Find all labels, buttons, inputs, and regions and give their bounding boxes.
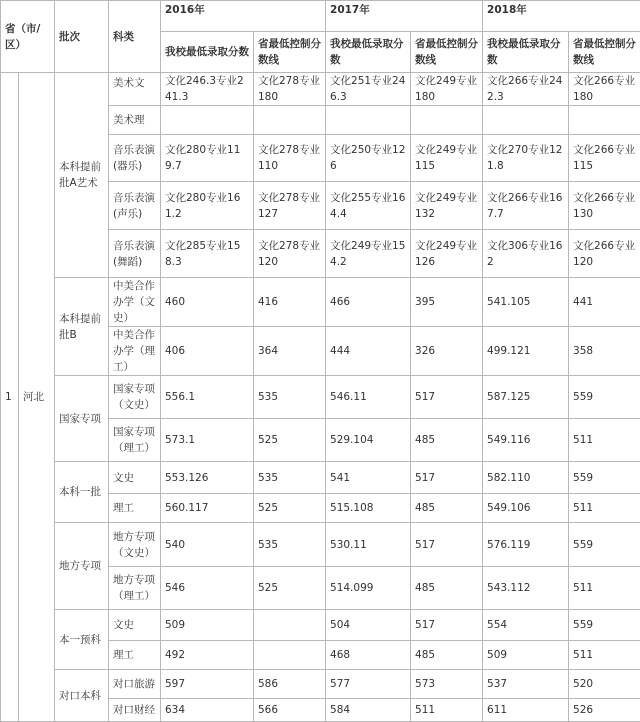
- table-row: [1, 462, 640, 494]
- score-2016-school: 文化285专业158.3: [161, 230, 254, 278]
- province-name: 河北: [19, 73, 55, 722]
- score-2017-school: 444: [326, 327, 411, 376]
- header-school-min-2016: 我校最低录取分数: [161, 32, 254, 73]
- score-2018-province: 559: [569, 610, 640, 641]
- category-cell: 美术文: [109, 73, 161, 106]
- score-2017-school: 515.108: [326, 494, 411, 523]
- batch-cell: 本一预科: [55, 610, 109, 670]
- category-cell: 美术理: [109, 106, 161, 135]
- header-prov-control-2017: 省最低控制分数线: [411, 32, 483, 73]
- score-2018-school: 541.105: [483, 278, 569, 327]
- score-2017-province: 485: [411, 641, 483, 670]
- score-2018-province: 520: [569, 670, 640, 699]
- header-batch: 批次: [55, 1, 109, 73]
- category-cell: 理工: [109, 641, 161, 670]
- score-2018-province: 559: [569, 462, 640, 494]
- score-2016-province: 535: [254, 523, 326, 567]
- score-2017-province: 文化249专业126: [411, 230, 483, 278]
- score-2017-province: 517: [411, 376, 483, 419]
- score-2018-school: 587.125: [483, 376, 569, 419]
- batch-cell: 国家专项: [55, 376, 109, 462]
- score-2016-province: 文化278专业127: [254, 182, 326, 230]
- score-2018-school: 549.116: [483, 419, 569, 462]
- score-2017-school: 文化251专业246.3: [326, 73, 411, 106]
- batch-cell: 本科一批: [55, 462, 109, 523]
- category-cell: 地方专项（文史）: [109, 523, 161, 567]
- header-year-2018: 2018年: [483, 1, 640, 32]
- score-2017-province: [411, 106, 483, 135]
- score-2016-province: 586: [254, 670, 326, 699]
- score-2016-school: [161, 106, 254, 135]
- score-2016-province: 文化278专业110: [254, 135, 326, 182]
- score-2018-province: 559: [569, 523, 640, 567]
- score-2017-school: 468: [326, 641, 411, 670]
- score-2017-school: 546.11: [326, 376, 411, 419]
- score-2017-school: 文化250专业126: [326, 135, 411, 182]
- category-cell: 音乐表演(声乐): [109, 182, 161, 230]
- category-cell: 文史: [109, 462, 161, 494]
- score-2018-school: 文化266专业167.7: [483, 182, 569, 230]
- score-2016-province: [254, 641, 326, 670]
- row-number: 1: [1, 73, 19, 722]
- score-2016-province: 525: [254, 567, 326, 610]
- score-2018-school: 537: [483, 670, 569, 699]
- score-2016-province: 566: [254, 699, 326, 722]
- header-school-min-2017: 我校最低录取分数: [326, 32, 411, 73]
- score-2016-province: 525: [254, 419, 326, 462]
- score-2018-school: 文化266专业242.3: [483, 73, 569, 106]
- category-cell: 地方专项（理工）: [109, 567, 161, 610]
- score-2017-province: 326: [411, 327, 483, 376]
- score-2017-school: 584: [326, 699, 411, 722]
- score-2018-school: 499.121: [483, 327, 569, 376]
- score-2016-school: 文化280专业119.7: [161, 135, 254, 182]
- category-cell: 文史: [109, 610, 161, 641]
- score-2017-school: 文化249专业154.2: [326, 230, 411, 278]
- header-category: 科类: [109, 1, 161, 73]
- score-2016-province: 416: [254, 278, 326, 327]
- score-2017-school: 541: [326, 462, 411, 494]
- score-2016-province: 文化278专业180: [254, 73, 326, 106]
- batch-cell: 本科提前批A艺术: [55, 73, 109, 278]
- category-cell: 中美合作办学（理工）: [109, 327, 161, 376]
- header-year-2017: 2017年: [326, 1, 483, 32]
- score-2017-province: 文化249专业132: [411, 182, 483, 230]
- score-2016-province: 364: [254, 327, 326, 376]
- score-2016-school: 406: [161, 327, 254, 376]
- batch-cell: 对口本科: [55, 670, 109, 722]
- score-2017-province: 573: [411, 670, 483, 699]
- category-cell: 中美合作办学（文史）: [109, 278, 161, 327]
- score-2016-school: 546: [161, 567, 254, 610]
- category-cell: 对口财经: [109, 699, 161, 722]
- score-2017-school: [326, 106, 411, 135]
- score-2018-school: 文化270专业121.8: [483, 135, 569, 182]
- score-2018-province: 文化266专业120: [569, 230, 640, 278]
- category-cell: 国家专项（文史）: [109, 376, 161, 419]
- score-2016-school: 492: [161, 641, 254, 670]
- score-2016-school: 560.117: [161, 494, 254, 523]
- score-2018-province: 511: [569, 641, 640, 670]
- score-2018-province: 358: [569, 327, 640, 376]
- score-2016-school: 509: [161, 610, 254, 641]
- score-2016-school: 573.1: [161, 419, 254, 462]
- score-2018-province: 559: [569, 376, 640, 419]
- score-2016-school: 597: [161, 670, 254, 699]
- score-2017-province: 485: [411, 494, 483, 523]
- score-2018-school: 554: [483, 610, 569, 641]
- score-2018-school: 543.112: [483, 567, 569, 610]
- table-row: [1, 73, 640, 106]
- score-2018-province: 441: [569, 278, 640, 327]
- score-2018-province: 511: [569, 419, 640, 462]
- category-cell: 国家专项（理工）: [109, 419, 161, 462]
- score-2018-province: 文化266专业115: [569, 135, 640, 182]
- score-2018-school: 549.106: [483, 494, 569, 523]
- header-prov-control-2016: 省最低控制分数线: [254, 32, 326, 73]
- score-2018-province: 文化266专业130: [569, 182, 640, 230]
- score-2017-school: 577: [326, 670, 411, 699]
- score-2018-school: 509: [483, 641, 569, 670]
- score-2017-province: 文化249专业180: [411, 73, 483, 106]
- batch-cell: 地方专项: [55, 523, 109, 610]
- score-2017-province: 517: [411, 610, 483, 641]
- score-2017-province: 511: [411, 699, 483, 722]
- score-2017-province: 485: [411, 567, 483, 610]
- score-2016-school: 文化246.3专业241.3: [161, 73, 254, 106]
- score-2017-province: 517: [411, 462, 483, 494]
- category-cell: 对口旅游: [109, 670, 161, 699]
- score-2017-province: 517: [411, 523, 483, 567]
- score-2018-province: 511: [569, 494, 640, 523]
- category-cell: 理工: [109, 494, 161, 523]
- score-2016-school: 556.1: [161, 376, 254, 419]
- score-2018-school: 582.110: [483, 462, 569, 494]
- header-prov-control-2018: 省最低控制分数线: [569, 32, 640, 73]
- table-row: [1, 610, 640, 641]
- score-2018-school: 611: [483, 699, 569, 722]
- score-2017-school: 514.099: [326, 567, 411, 610]
- score-2018-province: 526: [569, 699, 640, 722]
- header-province: 省（市/区）: [1, 1, 55, 73]
- score-2018-school: 文化306专业162: [483, 230, 569, 278]
- score-2016-province: [254, 610, 326, 641]
- score-2018-province: 511: [569, 567, 640, 610]
- batch-cell: 本科提前批B: [55, 278, 109, 376]
- score-2018-province: 文化266专业180: [569, 73, 640, 106]
- score-2016-province: 525: [254, 494, 326, 523]
- score-2016-school: 文化280专业161.2: [161, 182, 254, 230]
- score-2017-school: 466: [326, 278, 411, 327]
- score-2016-school: 634: [161, 699, 254, 722]
- score-2018-school: 576.119: [483, 523, 569, 567]
- table-row: [1, 278, 640, 327]
- score-2016-province: 535: [254, 462, 326, 494]
- score-2017-school: 530.11: [326, 523, 411, 567]
- score-2018-school: [483, 106, 569, 135]
- score-2017-school: 504: [326, 610, 411, 641]
- score-2017-school: 529.104: [326, 419, 411, 462]
- table-row: [1, 523, 640, 567]
- score-2017-school: 文化255专业164.4: [326, 182, 411, 230]
- score-2016-province: [254, 106, 326, 135]
- header-school-min-2018: 我校最低录取分数: [483, 32, 569, 73]
- table-row: [1, 376, 640, 419]
- score-2017-province: 文化249专业115: [411, 135, 483, 182]
- score-2017-province: 395: [411, 278, 483, 327]
- score-2016-province: 文化278专业120: [254, 230, 326, 278]
- score-2018-province: [569, 106, 640, 135]
- score-2016-school: 460: [161, 278, 254, 327]
- score-2016-school: 553.126: [161, 462, 254, 494]
- header-year-2016: 2016年: [161, 1, 326, 32]
- score-2017-province: 485: [411, 419, 483, 462]
- table-row: [1, 670, 640, 699]
- score-2016-school: 540: [161, 523, 254, 567]
- score-2016-province: 535: [254, 376, 326, 419]
- category-cell: 音乐表演(舞蹈): [109, 230, 161, 278]
- category-cell: 音乐表演(器乐): [109, 135, 161, 182]
